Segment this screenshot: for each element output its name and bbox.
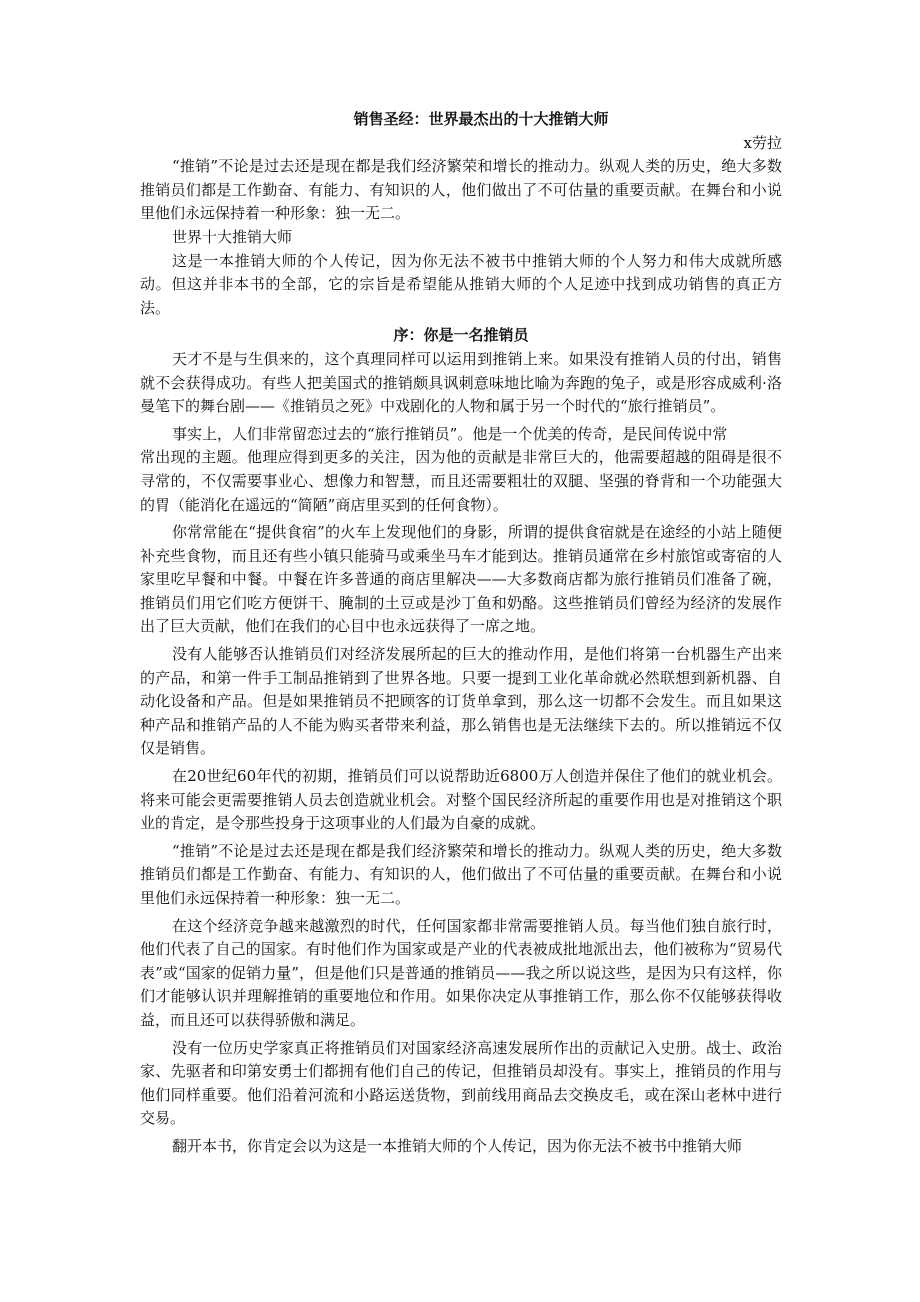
- body-paragraph: 事实上，人们非常留恋过去的“旅行推销员”。他是一个优美的传奇，是民间传说中常: [172, 424, 728, 443]
- body-paragraph: 你常常能在“提供食宿”的火车上发现他们的身影，所谓的提供食宿就是在途经的小站上随便补充些食物，而且还有些小镇只能骑马或乘坐马车才能到达。推销员通常在乡村旅馆或寄宿的人家里吃早餐和中餐。中餐在许多普通的商店里解决——大多数商店都为旅行推销员们准备了碗，推销员们用它们吃方便饼干、腌制的土豆或是沙丁鱼和奶酪。这些推销员们曾经为经济的发展作出了巨大贡献，他们在我们的心目中也永远获得了一席之地。: [140, 523, 782, 636]
- body-paragraph: 没有人能够否认推销员们对经济发展所起的巨大的推动作用，是他们将第一台机器生产出来的产品，和第一件手工制品推销到了世界各地。只要一提到工业化革命就必然联想到新机器、自动化设备和产品。但是如果推销员不把顾客的订货单拿到，那么这一切都不会发生。而且如果这种产品和推销产品的人不能为购买者带来利益，那么销售也是无法继续下去的。所以推销远不仅仅是销售。: [140, 645, 782, 758]
- body-paragraph: “推销”不论是过去还是现在都是我们经济繁荣和增长的推动力。纵观人类的历史，绝大多数推销员们都是工作勤奋、有能力、有知识的人，他们做出了不可估量的重要贡献。在舞台和小说里他们永远保持着一种形象：独一无二。: [140, 841, 782, 907]
- author-line: x劳拉: [743, 133, 782, 152]
- summary-paragraph: 这是一本推销大师的个人传记，因为你无法不被书中推销大师的个人努力和伟大成就所感动。但这并非本书的全部，它的宗旨是希望能从推销大师的个人足迹中找到成功销售的真正方法。: [140, 251, 782, 317]
- body-paragraph: 天才不是与生俱来的，这个真理同样可以运用到推销上来。如果没有推销人员的付出，销售就不会获得成功。有些人把美国式的推销颇具讽刺意味地比喻为奔跑的兔子，或是形容成威利·洛曼笔下的舞台剧——《推销员之死》中戏剧化的人物和属于另一个时代的“旅行推销员”。: [140, 349, 782, 416]
- document-page: [140, 108, 782, 1159]
- body-paragraph: 在20世纪60年代的初期，推销员们可以说帮助近6800万人创造并保住了他们的就业机会。将来可能会更需要推销人员去创造就业机会。对整个国民经济所起的重要作用也是对推销这个职业的肯定，是令那些投身于这项事业的人们最为自豪的成就。: [140, 767, 782, 833]
- preface-heading: 序：你是一名推销员: [393, 326, 529, 345]
- body-paragraph: 没有一位历史学家真正将推销员们对国家经济高速发展所作出的贡献记入史册。战士、政治家、先驱者和印第安勇士们都拥有他们自己的传记，但推销员却没有。事实上，推销员的作用与他们同样重要。他们沿着河流和小路运送货物，到前线用商品去交换皮毛，或在深山老林中进行交易。: [140, 1038, 782, 1128]
- section-label: 世界十大推销大师: [172, 227, 293, 246]
- body-paragraph: 翻开本书，你肯定会以为这是一本推销大师的个人传记，因为你无法不被书中推销大师: [172, 1136, 743, 1155]
- intro-paragraph: “推销”不论是过去还是现在都是我们经济繁荣和增长的推动力。纵观人类的历史，绝大多数推销员们都是工作勤奋、有能力、有知识的人，他们做出了不可估量的重要贡献。在舞台和小说里他们永远保持着一种形象：独一无二。: [140, 157, 782, 223]
- body-paragraph-continued: 常出现的主题。他理应得到更多的关注，因为他的贡献是非常巨大的，他需要超越的阻碍是很不寻常的，不仅需要事业心、想像力和智慧，而且还需要粗壮的双腿、坚强的脊背和一个功能强大的胃（能消化在遥远的“简陋”商店里买到的任何食物）。: [140, 448, 782, 514]
- document-title: 销售圣经：世界最杰出的十大推销大师: [353, 110, 609, 128]
- body-paragraph: 在这个经济竞争越来越激烈的时代，任何国家都非常需要推销人员。每当他们独自旅行时，他们代表了自己的国家。有时他们作为国家或是产业的代表被成批地派出去，他们被称为“贸易代表”或“国家的促销力量”，但是他们只是普通的推销员——我之所以说这些，是因为只有这样，你们才能够认识并理解推销的重要地位和作用。如果你决定从事推销工作，那么你不仅能够获得收益，而且还可以获得骄傲和满足。: [140, 916, 782, 1029]
